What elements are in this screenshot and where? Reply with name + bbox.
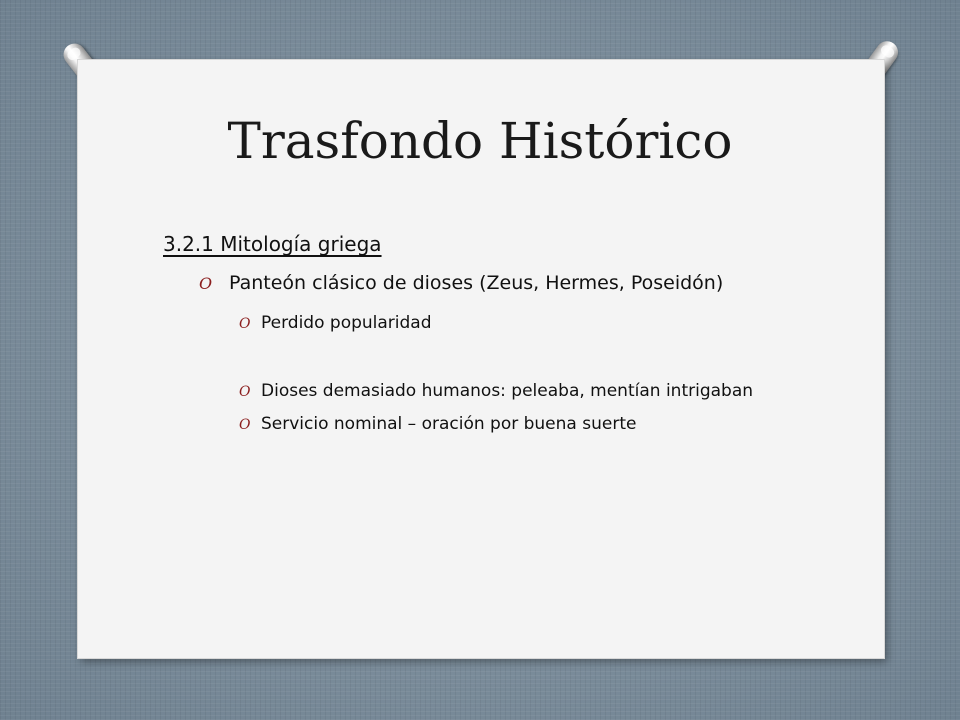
bullet-marker-icon: O <box>239 416 251 433</box>
slide-content <box>163 230 813 437</box>
section-heading: 3.2.1 Mitología griega <box>163 232 382 256</box>
sub-bullet-item <box>239 412 813 437</box>
bullet-text: Panteón clásico de dioses (Zeus, Hermes, Poseidón) <box>229 272 724 294</box>
bullet-marker-icon: O <box>239 384 251 401</box>
sub-bullet-item <box>239 311 813 336</box>
bullet-marker-icon: O <box>239 315 251 332</box>
bullet-marker-icon: O <box>199 274 213 293</box>
sub-bullet-text: Perdido popularidad <box>261 312 432 333</box>
bullet-item <box>199 270 813 297</box>
sub-bullet-text: Dioses demasiado humanos: peleaba, mentían intrigaban <box>261 381 754 402</box>
slide-title: Trasfondo Histórico <box>227 112 733 170</box>
sub-bullet-text: Servicio nominal – oración por buena suerte <box>261 413 637 434</box>
sub-bullet-item <box>239 379 813 404</box>
